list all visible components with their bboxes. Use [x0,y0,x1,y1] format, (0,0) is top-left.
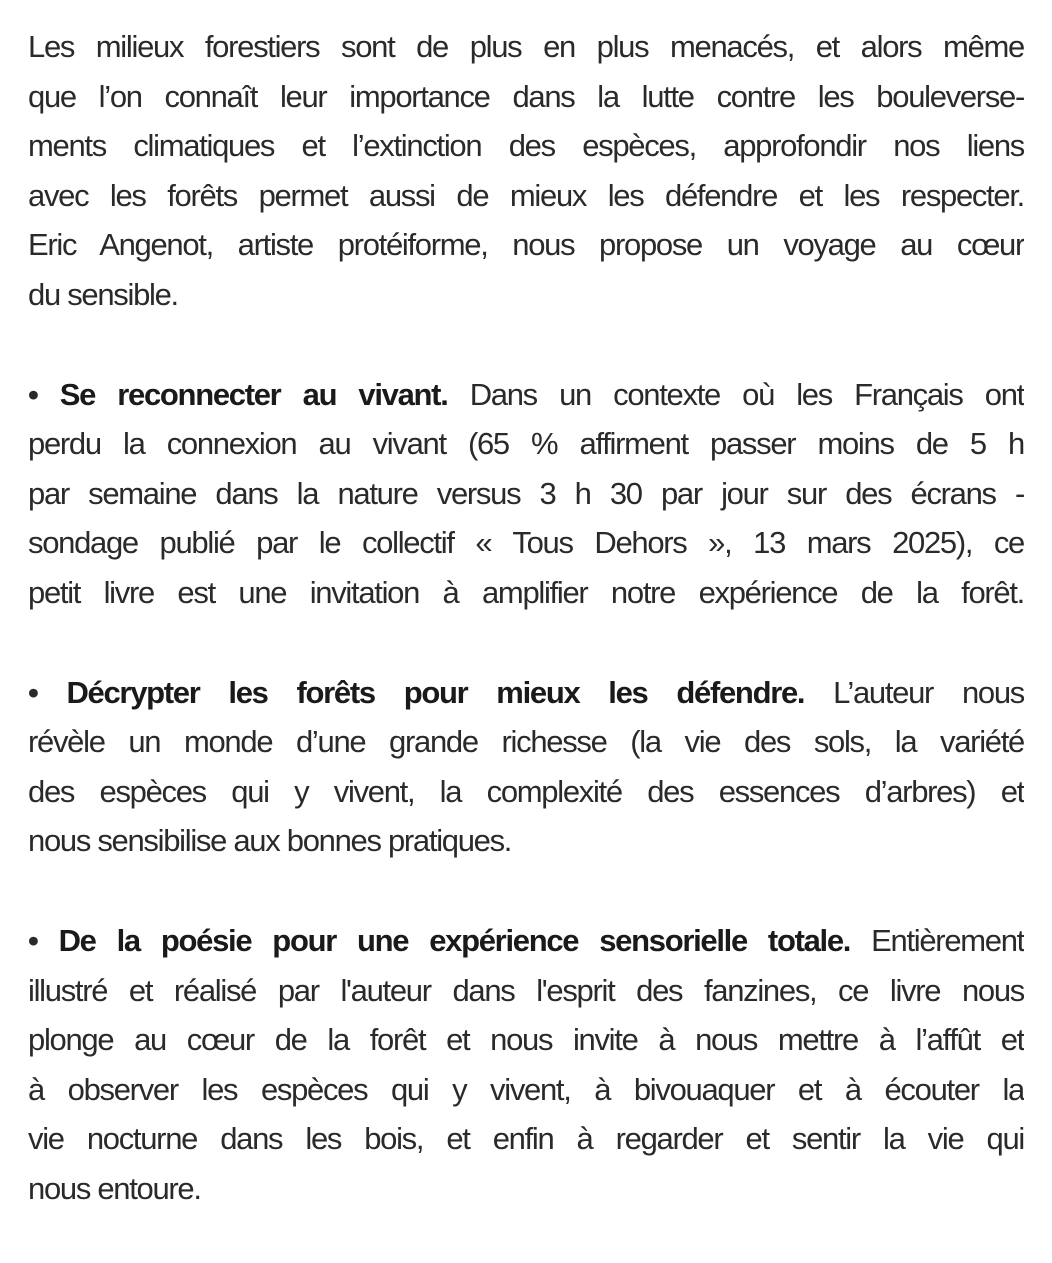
text-line: avec les forêts permet aussi de mieux les défendre et les respecter. [28,177,1024,213]
text-line: sondage publié par le collectif « Tous Dehors », 13 mars 2025), ce [28,525,1024,561]
text-line: illustré et réalisé par l'auteur dans l'esprit des fanzines, ce livre nous [28,972,1024,1008]
point-first-line [28,916,1024,966]
point-heading: Décrypter les forêts pour mieux les défendre. [66,674,805,710]
point-decrypt [28,668,1024,866]
point-text: Dans un contexte où les Français ont [469,376,1024,412]
text-line: plonge au cœur de la forêt et nous invite à nous mettre à l’affût et [28,1022,1024,1058]
point-heading: Se reconnecter au vivant. [59,376,448,412]
text-line: à observer les espèces qui y vivent, à bivouaquer et à écouter la [28,1071,1024,1107]
text-line: nous entoure. [28,1170,201,1206]
text-line: par semaine dans la nature versus 3 h 30 par jour sur des écrans - [28,475,1024,511]
text-line: nous sensibilise aux bonnes pratiques. [28,823,512,859]
text-line: ments climatiques et l’extinction des espèces, approfondir nos liens [28,128,1024,164]
document-body [28,22,1024,1263]
bullet-icon: • [28,376,38,412]
point-text: L’auteur nous [833,674,1024,710]
text-line: petit livre est une invitation à amplifier notre expérience de la forêt. [28,574,1024,610]
point-heading: De la poésie pour une expérience sensorielle totale. [58,922,851,958]
text-line: que l’on connaît leur importance dans la lutte contre les bouleverse- [28,78,1024,114]
text-line: des espèces qui y vivent, la complexité des essences d’arbres) et [28,773,1024,809]
text-line: Les milieux forestiers sont de plus en plus menacés, et alors même [28,29,1024,64]
text-line: révèle un monde d’une grande richesse (la vie des sols, la variété [28,724,1024,760]
point-first-line [28,668,1024,718]
text-line: Eric Angenot, artiste protéiforme, nous propose un voyage au cœur [28,227,1024,263]
point-reconnect [28,370,1024,618]
bullet-icon: • [28,922,38,958]
text-line: du sensible. [28,276,178,312]
point-first-line [28,370,1024,420]
bullet-icon: • [28,674,38,710]
intro-paragraph [28,22,1024,320]
text-line: vie nocturne dans les bois, et enfin à regarder et sentir la vie qui [28,1121,1024,1157]
text-line: perdu la connexion au vivant (65 % affirment passer moins de 5 h [28,426,1024,462]
point-poetry [28,916,1024,1214]
point-text: Entièrement [871,922,1024,958]
